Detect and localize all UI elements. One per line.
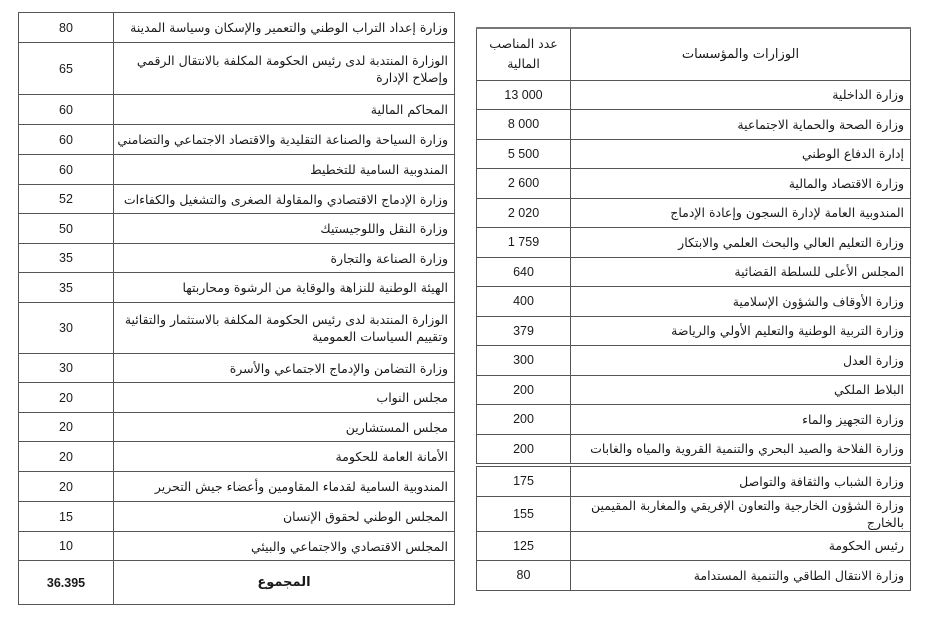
positions-count: 379 <box>477 316 571 346</box>
table-row <box>477 561 911 591</box>
positions-count: 300 <box>477 346 571 376</box>
positions-count: 8 000 <box>477 110 571 140</box>
positions-count: 200 <box>477 375 571 405</box>
positions-count: 60 <box>19 155 114 185</box>
positions-count: 175 <box>477 467 571 497</box>
ministry-name: المندوبية السامية لقدماء المقاومين وأعضاء جيش التحرير <box>114 472 455 502</box>
positions-count: 20 <box>19 472 114 502</box>
ministry-name: وزارة الانتقال الطاقي والتنمية المستدامة <box>571 561 911 591</box>
table-row <box>477 434 911 464</box>
table-row <box>19 413 455 442</box>
total-value: 36.395 <box>19 561 114 605</box>
positions-count: 65 <box>19 43 114 95</box>
table-row <box>477 346 911 376</box>
total-label: المجموع <box>114 561 455 605</box>
positions-count: 200 <box>477 405 571 435</box>
table-row <box>477 198 911 228</box>
ministry-name: المجلس الاقتصادي والاجتماعي والبيئي <box>114 532 455 561</box>
positions-count: 200 <box>477 434 571 464</box>
table-row <box>19 95 455 125</box>
header-ministries: الوزارات والمؤسسات <box>571 28 911 80</box>
table-row <box>19 185 455 214</box>
table-row <box>477 405 911 435</box>
positions-count: 60 <box>19 95 114 125</box>
positions-count: 1 759 <box>477 228 571 258</box>
ministry-name: رئيس الحكومة <box>571 531 911 561</box>
table-row <box>19 155 455 185</box>
ministry-name: البلاط الملكي <box>571 375 911 405</box>
ministry-name: وزارة الصناعة والتجارة <box>114 244 455 273</box>
table-row <box>477 257 911 287</box>
positions-count: 60 <box>19 125 114 155</box>
left-table <box>18 12 455 605</box>
positions-count: 2 600 <box>477 169 571 199</box>
table-row <box>19 442 455 472</box>
table-row <box>19 43 455 95</box>
table-row <box>19 532 455 561</box>
positions-count: 20 <box>19 442 114 472</box>
positions-count: 400 <box>477 287 571 317</box>
ministry-name: وزارة الصحة والحماية الاجتماعية <box>571 110 911 140</box>
ministry-name: وزارة النقل واللوجيستيك <box>114 214 455 244</box>
ministry-name: وزارة التجهيز والماء <box>571 405 911 435</box>
table-row <box>19 244 455 273</box>
table-row <box>477 467 911 497</box>
ministry-name: وزارة العدل <box>571 346 911 376</box>
table-row <box>477 169 911 199</box>
table-row <box>477 139 911 169</box>
ministry-name: وزارة الشباب والثقافة والتواصل <box>571 467 911 497</box>
table-row <box>19 383 455 413</box>
ministry-name: وزارة التضامن والإدماج الاجتماعي والأسرة <box>114 354 455 383</box>
positions-count: 15 <box>19 502 114 532</box>
ministry-name: وزارة التربية الوطنية والتعليم الأولي والرياضة <box>571 316 911 346</box>
ministry-name: وزارة الداخلية <box>571 80 911 110</box>
ministry-name: مجلس النواب <box>114 383 455 413</box>
ministry-name: وزارة الشؤون الخارجية والتعاون الإفريقي والمغاربة المقيمين بالخارج <box>571 496 911 531</box>
ministry-name: وزارة الاقتصاد والمالية <box>571 169 911 199</box>
right-table <box>476 27 911 591</box>
positions-count: 80 <box>19 13 114 43</box>
total-row <box>19 561 455 605</box>
positions-count: 30 <box>19 354 114 383</box>
positions-count: 125 <box>477 531 571 561</box>
table-row <box>19 472 455 502</box>
positions-count: 52 <box>19 185 114 214</box>
table-row <box>19 354 455 383</box>
table-row <box>477 80 911 110</box>
table-row <box>477 316 911 346</box>
ministry-name: مجلس المستشارين <box>114 413 455 442</box>
positions-count: 35 <box>19 273 114 303</box>
ministry-name: إدارة الدفاع الوطني <box>571 139 911 169</box>
table-row <box>19 13 455 43</box>
ministry-name: وزارة الأوقاف والشؤون الإسلامية <box>571 287 911 317</box>
ministry-name: المحاكم المالية <box>114 95 455 125</box>
ministry-name: وزارة الإدماج الاقتصادي والمقاولة الصغرى والتشغيل والكفاءات <box>114 185 455 214</box>
positions-count: 155 <box>477 496 571 531</box>
ministry-name: الأمانة العامة للحكومة <box>114 442 455 472</box>
positions-count: 20 <box>19 383 114 413</box>
positions-count: 10 <box>19 532 114 561</box>
table-row <box>19 214 455 244</box>
positions-count: 80 <box>477 561 571 591</box>
positions-count: 13 000 <box>477 80 571 110</box>
positions-count: 50 <box>19 214 114 244</box>
ministry-name: المجلس الأعلى للسلطة القضائية <box>571 257 911 287</box>
ministry-name: وزارة التعليم العالي والبحث العلمي والابتكار <box>571 228 911 258</box>
ministry-name: وزارة الفلاحة والصيد البحري والتنمية القروية والمياه والغابات <box>571 434 911 464</box>
ministry-name: الهيئة الوطنية للنزاهة والوقاية من الرشوة ومحاربتها <box>114 273 455 303</box>
positions-count: 30 <box>19 303 114 354</box>
ministry-name: المندوبية العامة لإدارة السجون وإعادة الإدماج <box>571 198 911 228</box>
positions-count: 2 020 <box>477 198 571 228</box>
table-row <box>477 110 911 140</box>
ministry-name: وزارة السياحة والصناعة التقليدية والاقتصاد الاجتماعي والتضامني <box>114 125 455 155</box>
ministry-name: المندوبية السامية للتخطيط <box>114 155 455 185</box>
table-row <box>477 375 911 405</box>
table-row <box>477 496 911 531</box>
table-row <box>477 287 911 317</box>
right-table-header <box>477 28 911 80</box>
header-positions-count: عدد المناصب المالية <box>477 28 571 80</box>
ministry-name: الوزارة المنتدبة لدى رئيس الحكومة المكلفة بالاستثمار والتقائية وتقييم السياسات العمومية <box>114 303 455 354</box>
table-row <box>19 502 455 532</box>
table-row <box>19 273 455 303</box>
positions-count: 5 500 <box>477 139 571 169</box>
ministry-name: الوزارة المنتدبة لدى رئيس الحكومة المكلفة بالانتقال الرقمي وإصلاح الإدارة <box>114 43 455 95</box>
left-table-body <box>19 13 455 605</box>
table-row <box>19 125 455 155</box>
ministry-name: المجلس الوطني لحقوق الإنسان <box>114 502 455 532</box>
table-row <box>477 531 911 561</box>
table-row <box>19 303 455 354</box>
ministry-name: وزارة إعداد التراب الوطني والتعمير والإسكان وسياسة المدينة <box>114 13 455 43</box>
table-row <box>477 228 911 258</box>
right-table-body <box>477 80 911 590</box>
positions-count: 640 <box>477 257 571 287</box>
positions-count: 20 <box>19 413 114 442</box>
positions-count: 35 <box>19 244 114 273</box>
